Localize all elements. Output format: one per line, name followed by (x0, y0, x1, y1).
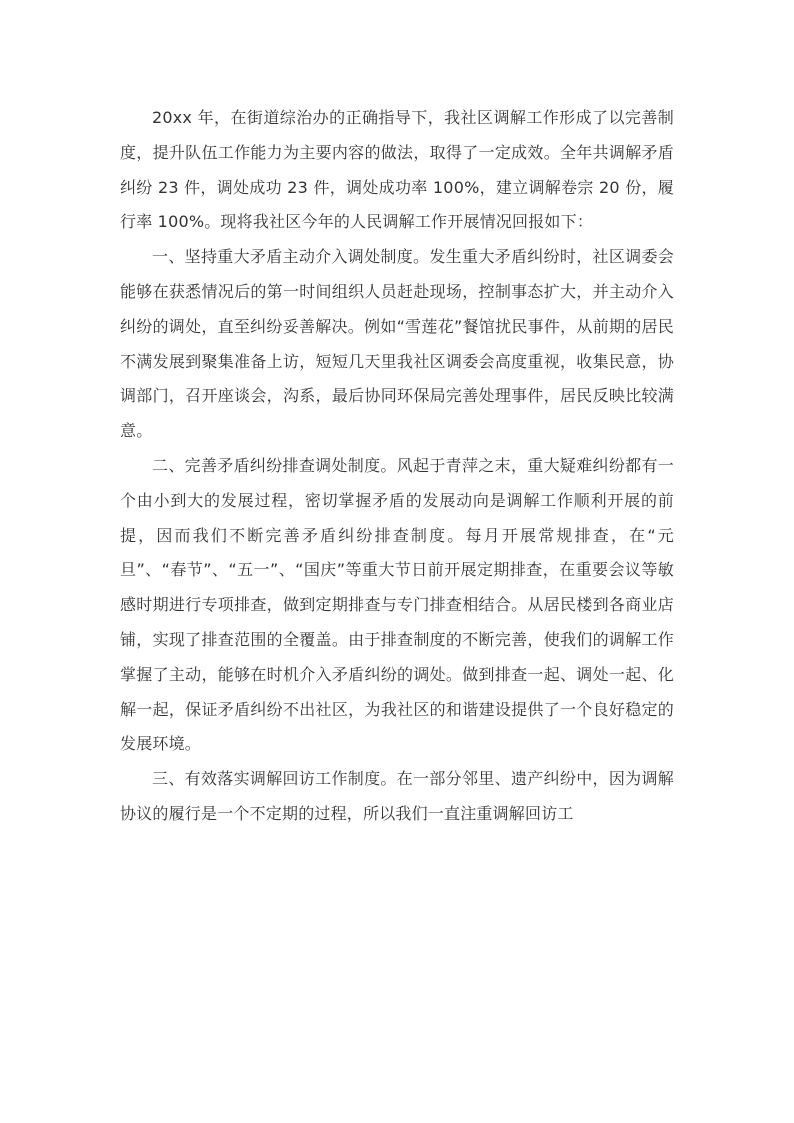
paragraph-section-1: 一、坚持重大矛盾主动介入调处制度。发生重大矛盾纠纷时，社区调委会能够在获悉情况后的第一时间组织人员赶赴现场，控制事态扩大，并主动介入纠纷的调处，直至纠纷妥善解决。例如“雪莲花”餐馆扰民事件，从前期的居民不满发展到聚集准备上访，短短几天里我社区调委会高度重视，收集民意，协调部门，召开座谈会，沟系，最后协同环保局完善处理事件，居民反映比较满意。 (120, 247, 674, 441)
document-body (120, 101, 674, 832)
paragraph-intro: 20xx 年，在街道综治办的正确指导下，我社区调解工作形成了以完善制度，提升队伍工作能力为主要内容的做法，取得了一定成效。全年共调解矛盾纠纷 23 件，调处成功 23 件，调处成功率 100%，建立调解卷宗 20 份，履行率 100%。现将我社区今年的人民调解工作开展情况回报如下： (120, 108, 674, 232)
paragraph-section-2: 二、完善矛盾纠纷排查调处制度。风起于青萍之末，重大疑难纠纷都有一个由小到大的发展过程，密切掌握矛盾的发展动向是调解工作顺利开展的前提，因而我们不断完善矛盾纠纷排查制度。每月开展常规排查，在“元旦”、“春节”、“五一”、“国庆”等重大节日前开展定期排查，在重要会议等敏感时期进行专项排查，做到定期排查与专门排查相结合。从居民楼到各商业店铺，实现了排查范围的全覆盖。由于排查制度的不断完善，使我们的调解工作掌握了主动，能够在时机介入矛盾纠纷的调处。做到排查一起、调处一起、化解一起，保证矛盾纠纷不出社区，为我社区的和谐建设提供了一个良好稳定的发展环境。 (120, 455, 674, 754)
paragraph-section-3: 三、有效落实调解回访工作制度。在一部分邻里、遗产纠纷中，因为调解协议的履行是一个不定期的过程，所以我们一直注重调解回访工 (120, 769, 674, 823)
